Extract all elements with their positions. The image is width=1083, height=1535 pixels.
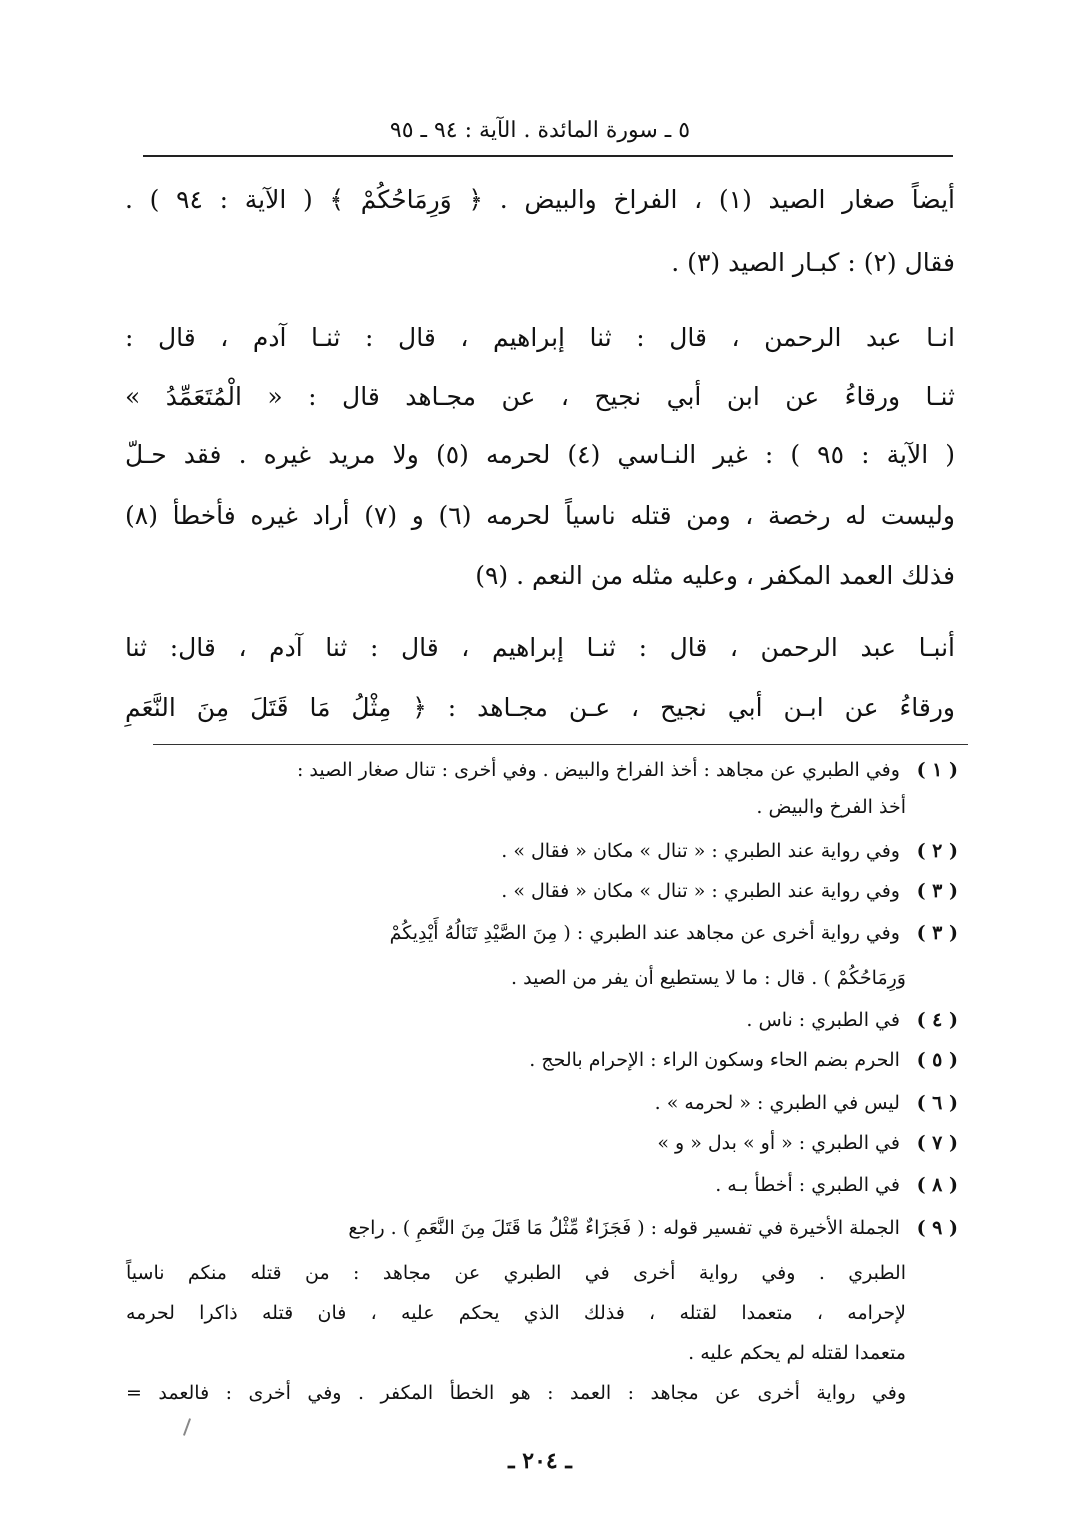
footnote-text: وفي رواية عند الطبري : « تنال » مكان « فقال » .: [501, 840, 900, 862]
footnote-number: ( ٨ ): [916, 1174, 958, 1196]
footnote-text: الحرم بضم الحاء وسكون الراء : الإحرام بالحج .: [529, 1049, 900, 1071]
footnote-number: ( ٣ ): [916, 880, 958, 902]
footnote: [128, 918, 958, 948]
footnote-text: وفي رواية عند الطبري : « تنال » مكان « فقال » .: [501, 880, 900, 902]
footnote-number: ( ١ ): [916, 759, 958, 781]
footnote-text: وفي رواية أخرى عن مجاهد عند الطبري : ( مِنَ الصَّيْدِ تَنَالُهُ أَيْدِيكُمْ: [389, 922, 900, 944]
footnote-continuation: وَرِمَاحُكُمْ ) . قال : ما لا يستطيع أن يفر من الصيد .: [511, 967, 906, 989]
main-text-line: ثنـا ورقاءُ عن ابن أبي نجيح ، عن مجـاهد قال : « الْمُتَعَمِّدُ »: [125, 382, 955, 411]
main-text-line: وليست له رخصة ، ومن قتله ناسياً لحرمه (٦) و (٧) أراد غيره فأخطأ (٨): [125, 501, 955, 530]
main-text-line: فقال (٢) : كبـار الصيد (٣) .: [671, 248, 955, 277]
footnote: [128, 836, 958, 866]
footnote-number: ( ٧ ): [916, 1132, 958, 1154]
footnote-continuation: أخذ الفرخ والبيض .: [756, 796, 906, 818]
footnote: [128, 1128, 958, 1158]
main-text-line: أنبـا عبد الرحمن ، قال : ثنـا إبراهيم ، قال : ثنا آدم ، قال: ثنا: [125, 633, 955, 662]
footnote: [128, 755, 958, 785]
header-rule: [143, 155, 953, 157]
main-text-line: أيضاً صغار الصيد (١) ، الفراخ والبيض . ﴿ وَرِمَاحُكُمْ ﴾ ( الآية : ٩٤ ) .: [125, 185, 956, 214]
footnote-text: وفي الطبري عن مجاهد : أخذ الفراخ والبيض . وفي أخرى : تنال صغار الصيد :: [296, 759, 900, 781]
footnote-text: في الطبري : « أو » بدل « و »: [657, 1132, 900, 1154]
footnote-rule: [153, 744, 968, 745]
main-text-line: انـا عبد الرحمن ، قال : ثنا إبراهيم ، قال : ثنـا آدم ، قال :: [125, 323, 955, 352]
footnote-text: ليس في الطبري : « لحرمه » .: [654, 1092, 900, 1114]
footnote-continuation: الطبري . وفي رواية أخرى في الطبري عن مجاهد : من قتله منكم ناسياً: [126, 1262, 906, 1284]
footnote-number: ( ٦ ): [916, 1092, 958, 1114]
footnote-continuation: وفي رواية أخرى عن مجاهد : العمد : هو الخطأ المكفر . وفي أخرى : فالعمد =: [126, 1382, 906, 1404]
footnote-number: ( ٣ ): [916, 922, 958, 944]
footnote-number: ( ٩ ): [916, 1217, 958, 1239]
footnote-continuation: متعمدا لقتله لم يحكم عليه .: [688, 1342, 906, 1364]
main-text-line: ( الآية : ٩٥ ) : غير النـاسي (٤) لحرمه (٥) ولا مريد غيره . فقد حـلّ: [125, 440, 955, 469]
footnote-text: في الطبري : ناس .: [746, 1009, 900, 1031]
main-text-line: فذلك العمد المكفر ، وعليه مثله من النعم . (٩): [475, 561, 955, 590]
footnote-number: ( ٥ ): [916, 1049, 958, 1071]
footnote: [128, 876, 958, 906]
footnote: [128, 1213, 958, 1243]
footnote-continuation: لإحرامه ، متعمدا لقتله ، فذلك الذي يحكم عليه ، فان قتله ذاكرا لحرمه: [126, 1302, 906, 1324]
footnote: [128, 1045, 958, 1075]
running-head: ٥ ـ سورة المائدة . الآية : ٩٤ ـ ٩٥: [389, 118, 691, 143]
main-text-line: ورقاءُ عن ابـن أبي نجيح ، عـن مجـاهد : ﴿ مِثْلُ مَا قَتَلَ مِنَ النَّعَمِ: [125, 693, 955, 722]
footnote-text: الجملة الأخيرة في تفسير قوله : ( فَجَزَاءٌ مِّثْلُ مَا قَتَلَ مِنَ النَّعَمِ ) . راجع: [348, 1217, 900, 1239]
page-number: ـ ٢٠٤ ـ: [508, 1448, 572, 1474]
footnote-number: ( ٢ ): [916, 840, 958, 862]
footnote: [128, 1005, 958, 1035]
footnote-text: في الطبري : أخطأ بـه .: [715, 1174, 900, 1196]
footnote: [128, 1170, 958, 1200]
scan-mark: [183, 1418, 191, 1436]
footnote-number: ( ٤ ): [916, 1009, 958, 1031]
footnote: [128, 1088, 958, 1118]
